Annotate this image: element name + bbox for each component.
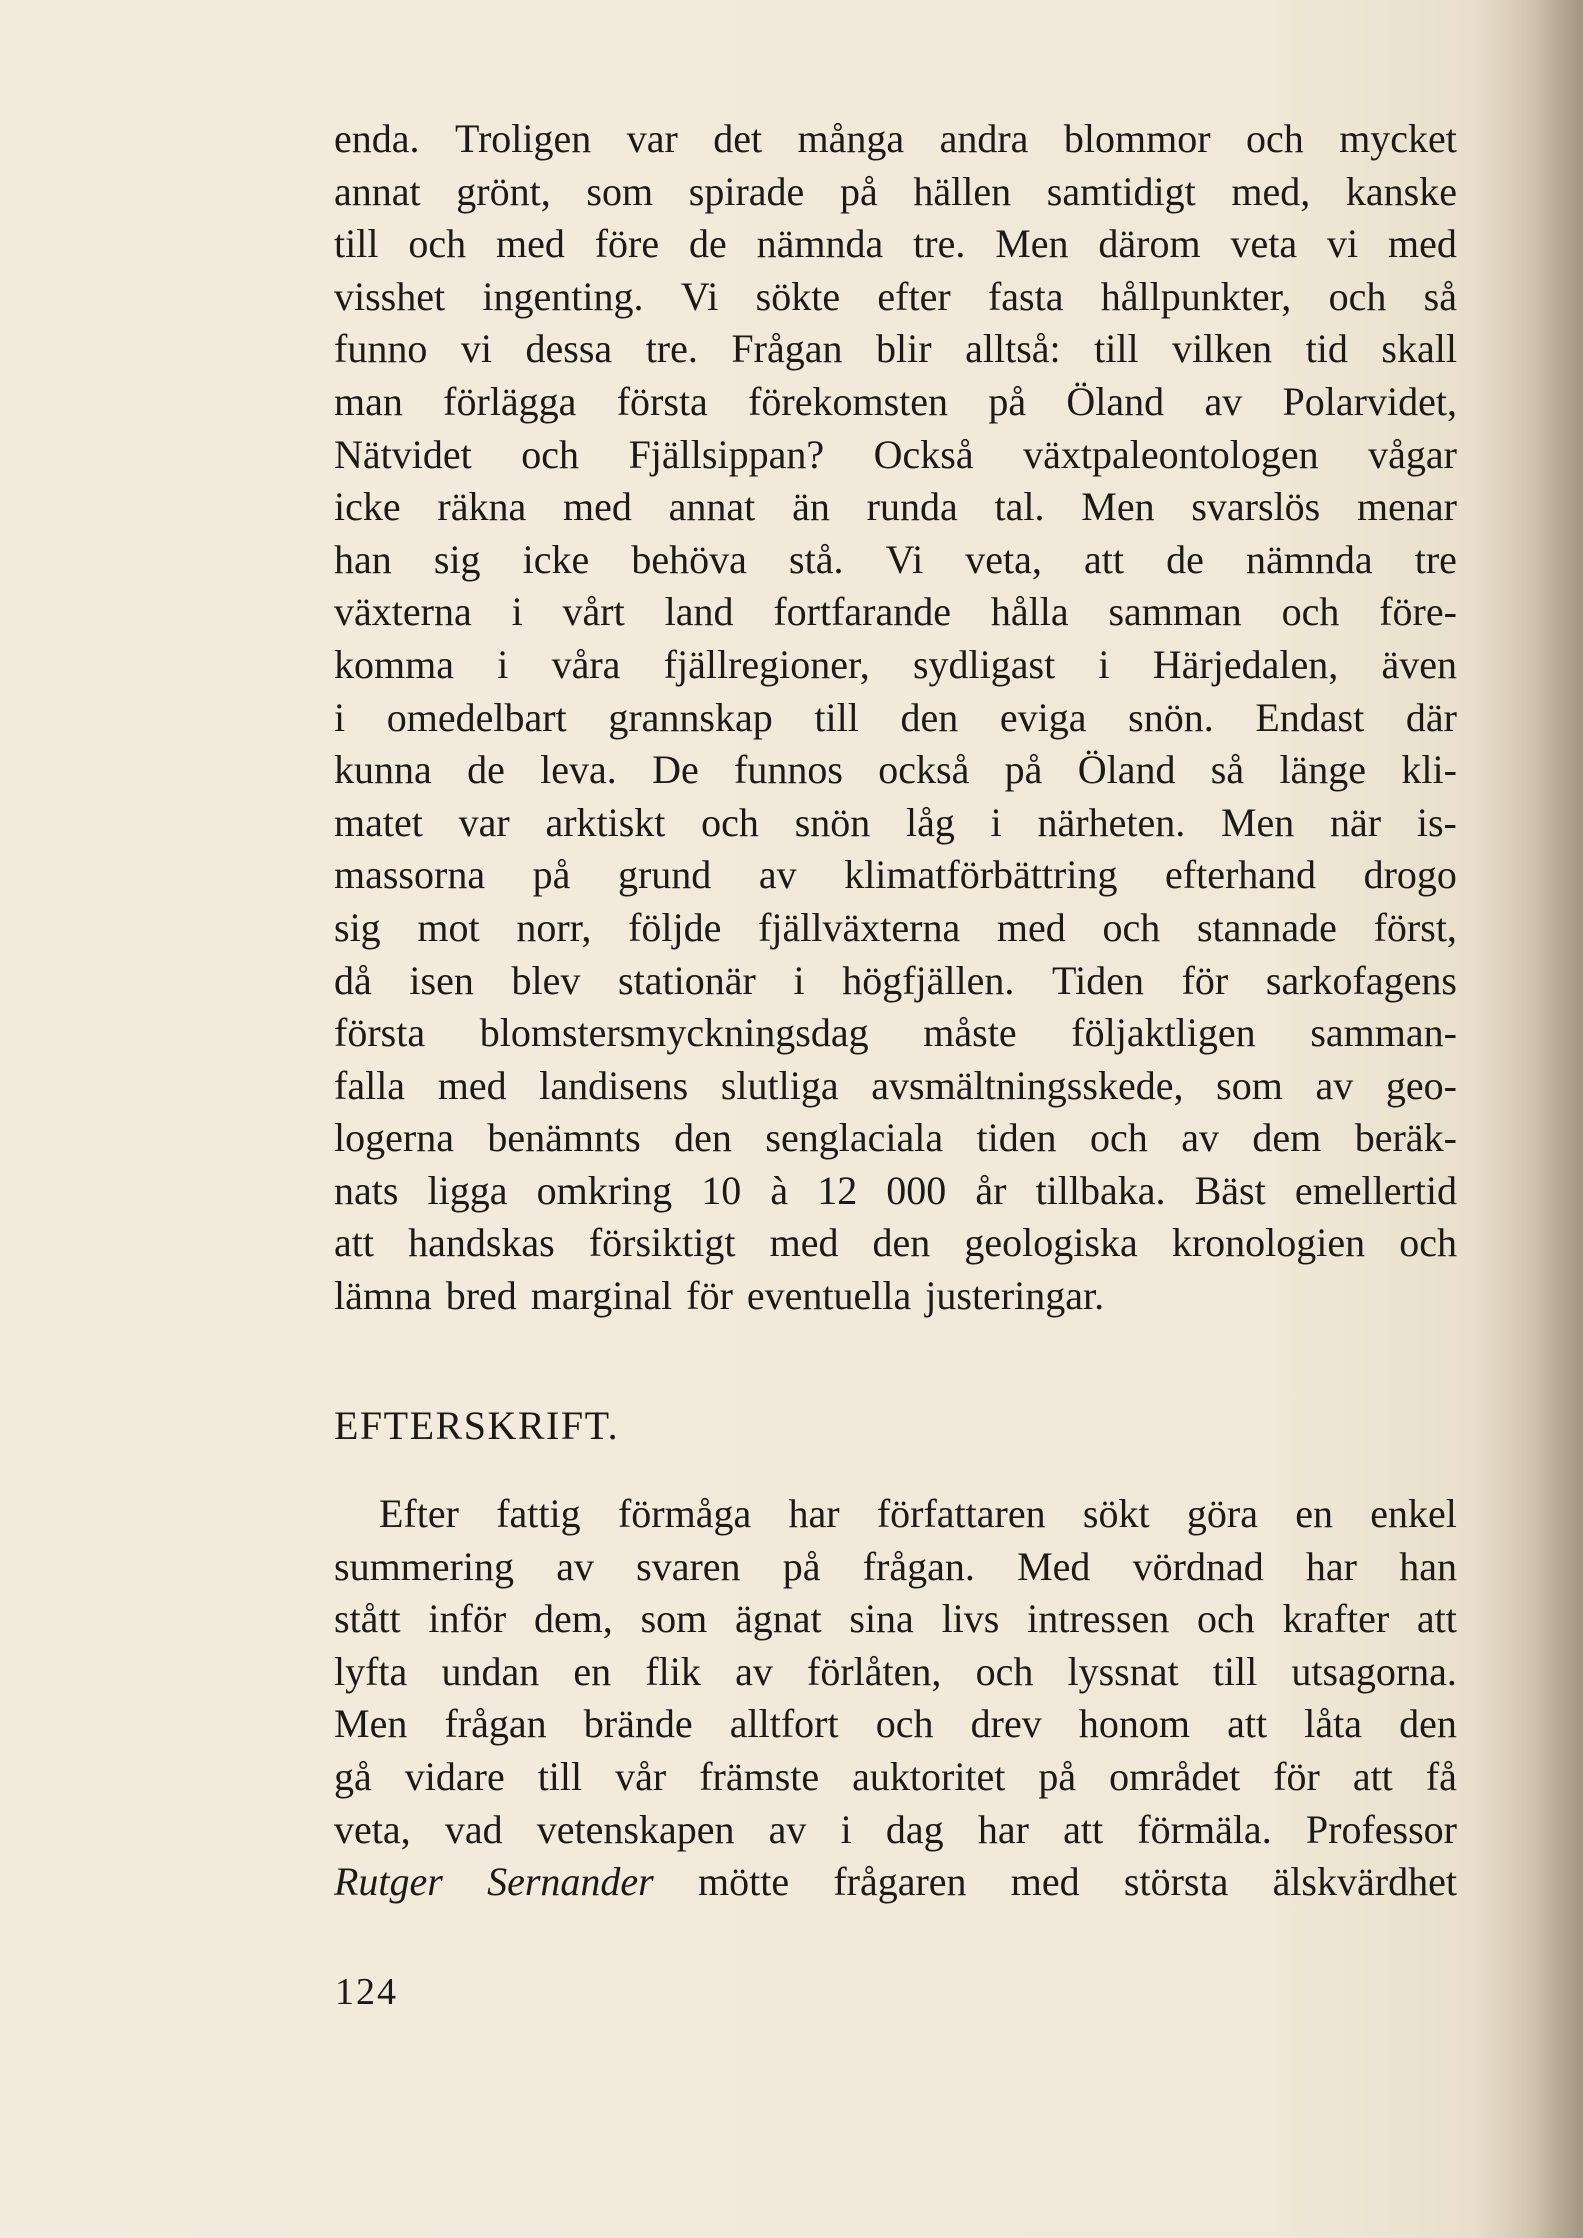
body-paragraph-1 [334, 113, 1457, 1323]
text-line: Nätvidet och Fjällsippan? Också växtpaleontologen vågar [334, 431, 1457, 477]
text-line: matet var arktiskt och snön låg i närheten. Men när is- [334, 799, 1457, 845]
text-line: visshet ingenting. Vi sökte efter fasta hållpunkter, och så [334, 273, 1457, 319]
text-line: logerna benämnts den senglaciala tiden och av dem beräk- [334, 1115, 1457, 1161]
text-line: sig mot norr, följde fjällväxterna med och stannade först, [334, 904, 1457, 950]
text-line: Men frågan brände alltfort och drev honom att låta den [334, 1701, 1457, 1747]
text-line: gå vidare till vår främste auktoritet på området för att få [334, 1753, 1457, 1799]
text-line: kunna de leva. De funnos också på Öland så länge kli- [334, 747, 1457, 793]
italic-name: Rutger [334, 1859, 443, 1905]
text-line: enda. Troligen var det många andra blommor och mycket [334, 116, 1457, 161]
section-heading: EFTERSKRIFT. [334, 1403, 620, 1448]
text-line: Efter fattig förmåga har författaren sökt göra en enkel [379, 1491, 1457, 1536]
page-number: 124 [335, 1971, 398, 2013]
text-line: massorna på grund av klimatförbättring efterhand drogo [334, 852, 1457, 898]
text-line: man förlägga första förekomsten på Öland av Polarvidet, [334, 378, 1457, 424]
text-line: lyfta undan en flik av förlåten, och lyssnat till utsagorna. [334, 1648, 1457, 1694]
text-line: veta, vad vetenskapen av i dag har att förmäla. Professor [334, 1806, 1457, 1852]
text-line: annat grönt, som spirade på hällen samtidigt med, kanske [334, 168, 1457, 214]
text-line: falla med landisens slutliga avsmältningsskede, som av geo- [334, 1062, 1457, 1108]
text-line: funno vi dessa tre. Frågan blir alltså: till vilken tid skall [334, 326, 1457, 372]
text-line: lämna bred marginal för eventuella justeringar. [334, 1273, 1105, 1319]
text-line: komma i våra fjällregioner, sydligast i Härjedalen, även [334, 641, 1457, 687]
text-line: icke räkna med annat än runda tal. Men svarslös menar [334, 484, 1457, 530]
body-paragraph-2 [334, 1488, 1457, 1909]
text-line: summering av svaren på frågan. Med vördnad har han [334, 1543, 1457, 1589]
text-line: då isen blev stationär i högfjällen. Tiden för sarkofagens [334, 957, 1457, 1003]
italic-name: Sernander [487, 1859, 654, 1905]
text-line: stått inför dem, som ägnat sina livs intressen och krafter att [334, 1596, 1457, 1642]
text-line: första blomstersmyckningsdag måste följaktligen samman- [334, 1010, 1457, 1056]
text-line: i omedelbart grannskap till den eviga snön. Endast där [334, 694, 1457, 740]
text-line: att handskas försiktigt med den geologiska kronologien och [334, 1220, 1457, 1266]
text-line: nats ligga omkring 10 à 12 000 år tillbaka. Bäst emellertid [334, 1167, 1457, 1213]
text-line: Rutger Sernander mötte frågaren med största älskvärdhet [334, 1856, 1457, 1909]
text-line: han sig icke behöva stå. Vi veta, att de nämnda tre [334, 536, 1457, 582]
text-line: till och med före de nämnda tre. Men därom veta vi med [334, 221, 1457, 267]
text-line: växterna i vårt land fortfarande hålla samman och före- [334, 589, 1457, 635]
gutter-shadow [1533, 0, 1583, 2238]
